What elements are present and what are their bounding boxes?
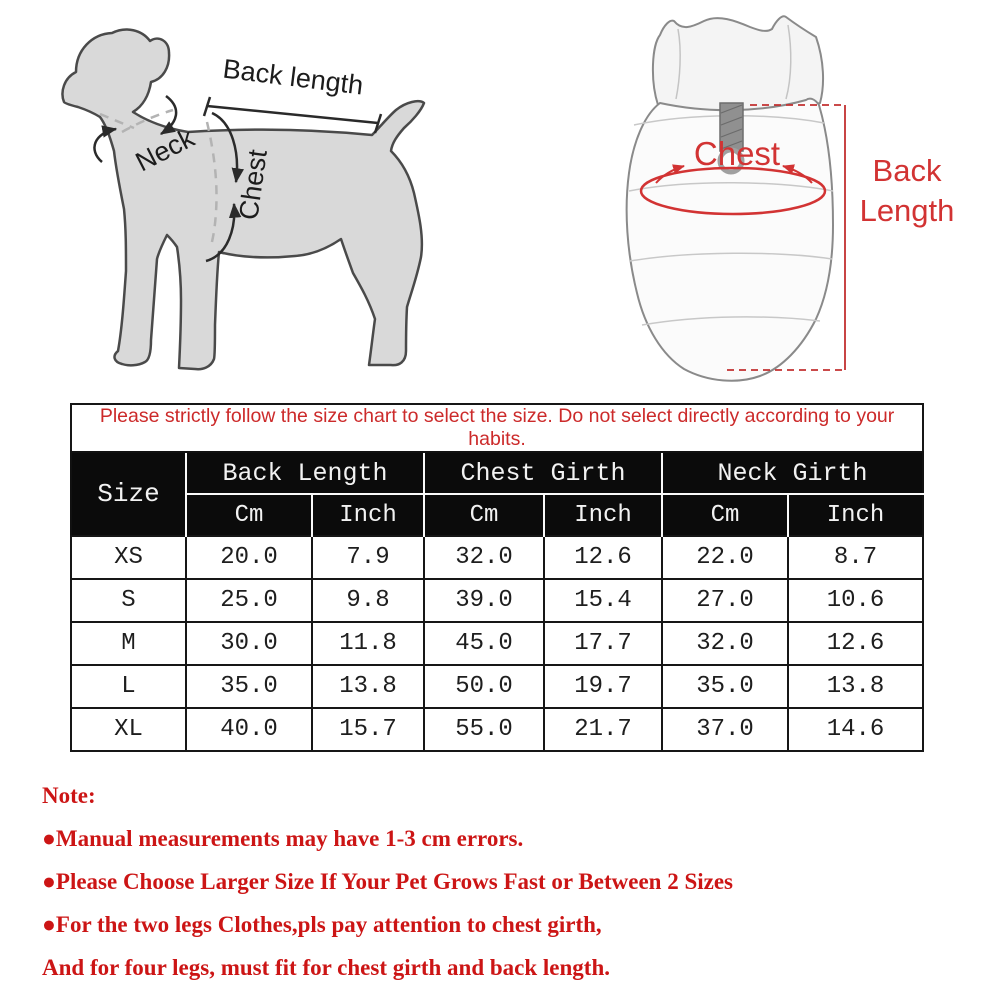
unit-header-inch: Inch <box>544 494 662 536</box>
notes-title: Note: <box>42 783 96 808</box>
value-cell: 30.0 <box>186 622 312 665</box>
size-cell: M <box>71 622 186 665</box>
back-length-header: Back Length <box>186 452 424 494</box>
value-cell: 9.8 <box>312 579 424 622</box>
value-cell: 37.0 <box>662 708 788 751</box>
value-cell: 39.0 <box>424 579 544 622</box>
vest-back-length-label-line2: Length <box>859 193 955 228</box>
value-cell: 40.0 <box>186 708 312 751</box>
value-cell: 21.7 <box>544 708 662 751</box>
value-cell: 20.0 <box>186 536 312 579</box>
table-row <box>71 665 923 708</box>
value-cell: 55.0 <box>424 708 544 751</box>
value-cell: 11.8 <box>312 622 424 665</box>
unit-header-inch: Inch <box>312 494 424 536</box>
warning-row <box>71 404 923 452</box>
value-cell: 8.7 <box>788 536 923 579</box>
size-column-header: Size <box>71 452 186 536</box>
note-line: And for four legs, must fit for chest girth and back length. <box>42 955 610 980</box>
chest-girth-header: Chest Girth <box>424 452 662 494</box>
value-cell: 32.0 <box>662 622 788 665</box>
value-cell: 27.0 <box>662 579 788 622</box>
size-cell: L <box>71 665 186 708</box>
unit-header-cm: Cm <box>424 494 544 536</box>
note-line: ●Manual measurements may have 1-3 cm errors. <box>42 826 524 851</box>
note-line: ●For the two legs Clothes,pls pay attention to chest girth, <box>42 912 602 937</box>
value-cell: 17.7 <box>544 622 662 665</box>
note-line: ●Please Choose Larger Size If Your Pet Grows Fast or Between 2 Sizes <box>42 869 733 894</box>
value-cell: 32.0 <box>424 536 544 579</box>
value-cell: 12.6 <box>788 622 923 665</box>
value-cell: 50.0 <box>424 665 544 708</box>
dog-measurement-diagram <box>40 10 470 395</box>
value-cell: 45.0 <box>424 622 544 665</box>
value-cell: 7.9 <box>312 536 424 579</box>
dog-back-length-label: Back length <box>221 53 365 101</box>
back-length-bracket <box>204 97 381 133</box>
value-cell: 12.6 <box>544 536 662 579</box>
value-cell: 35.0 <box>662 665 788 708</box>
table-row <box>71 579 923 622</box>
value-cell: 15.4 <box>544 579 662 622</box>
unit-header-cm: Cm <box>186 494 312 536</box>
value-cell: 13.8 <box>788 665 923 708</box>
vest-chest-label: Chest <box>693 135 781 172</box>
vest-measurement-diagram <box>620 5 980 395</box>
group-header-row <box>71 452 923 494</box>
value-cell: 15.7 <box>312 708 424 751</box>
notes-section <box>42 783 972 998</box>
size-cell: XS <box>71 536 186 579</box>
value-cell: 10.6 <box>788 579 923 622</box>
unit-header-row <box>71 494 923 536</box>
value-cell: 14.6 <box>788 708 923 751</box>
size-cell: XL <box>71 708 186 751</box>
size-table <box>70 403 924 752</box>
size-table-section <box>70 403 924 752</box>
value-cell: 13.8 <box>312 665 424 708</box>
size-warning-text: Please strictly follow the size chart to select the size. Do not select directly according to your habits. <box>71 404 923 452</box>
table-row <box>71 622 923 665</box>
vest-back-length-label-line1: Back <box>872 153 942 188</box>
unit-header-inch: Inch <box>788 494 923 536</box>
unit-header-cm: Cm <box>662 494 788 536</box>
table-row <box>71 536 923 579</box>
value-cell: 35.0 <box>186 665 312 708</box>
dog-neck-label: Neck <box>130 122 200 178</box>
dog-chest-label: Chest <box>233 147 273 222</box>
value-cell: 25.0 <box>186 579 312 622</box>
value-cell: 22.0 <box>662 536 788 579</box>
size-cell: S <box>71 579 186 622</box>
neck-girth-header: Neck Girth <box>662 452 923 494</box>
value-cell: 19.7 <box>544 665 662 708</box>
table-row <box>71 708 923 751</box>
